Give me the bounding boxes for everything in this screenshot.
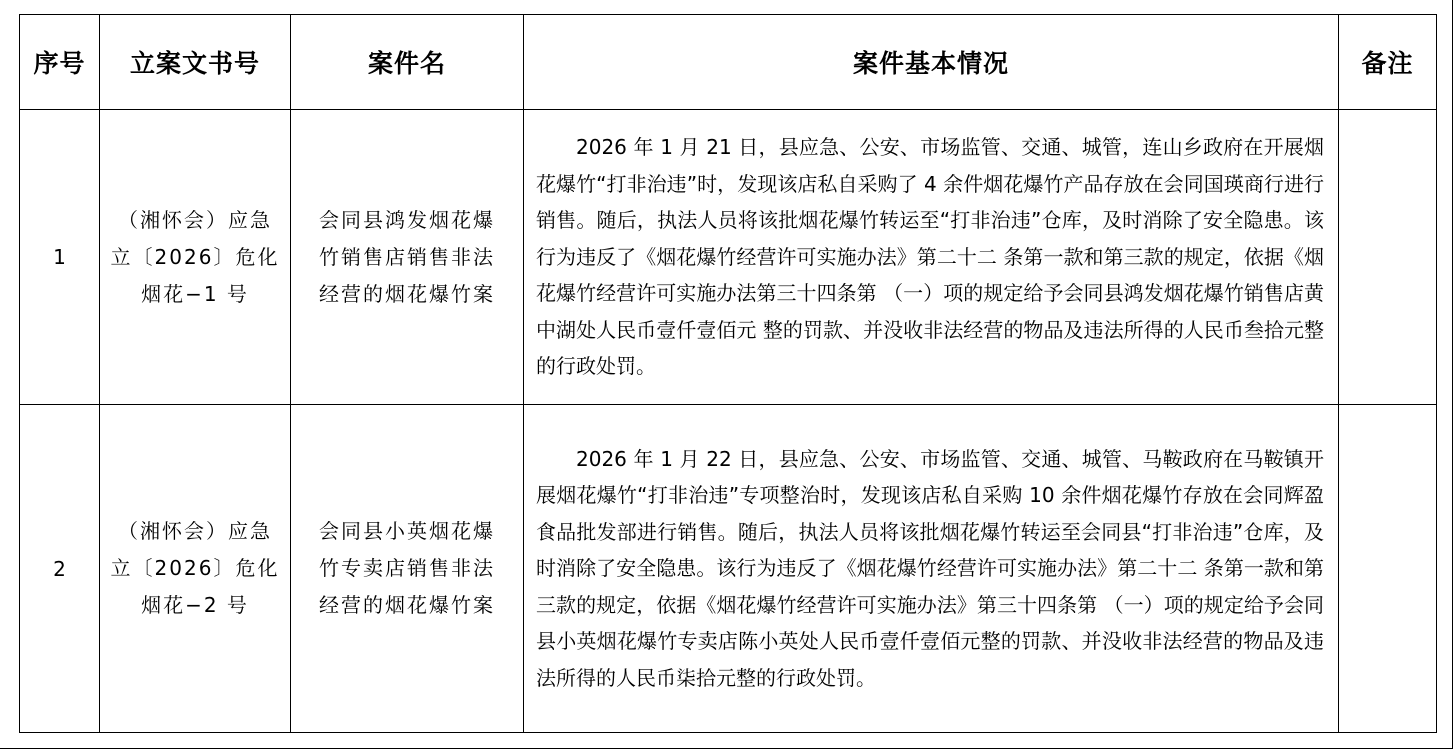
table-row bbox=[20, 405, 1437, 733]
doc-number-cell bbox=[100, 405, 291, 733]
header-remarks: 备注 bbox=[1339, 15, 1437, 110]
case-name-line: 竹销售店销售非法 bbox=[319, 244, 495, 269]
case-table bbox=[19, 14, 1437, 733]
doc-number-cell bbox=[100, 110, 291, 405]
case-name-cell bbox=[291, 405, 524, 733]
header-doc-no: 立案文书号 bbox=[100, 15, 291, 110]
remarks-cell bbox=[1339, 110, 1437, 405]
doc-number-line: 立〔2026〕危化 bbox=[110, 556, 280, 580]
case-details-cell: 2026 年 1 月 22 日，县应急、公安、市场监管、交通、城管、马鞍政府在马鞍镇开展烟花爆竹“打非治违”专项整治时，发现该店私自采购 10 余件烟花爆竹存放在会同辉盈食品批发部进行销售。随后，执法人员将该批烟花爆竹转运至会同县“打非治违”仓库，及时消除了安全隐患。该行为违反了《烟花爆竹经营许可实施办法》第二十二 条第一款和第三款的规定，依据《烟花爆竹经营许可实施办法》第三十四条第 （一）项的规定给予会同县小英烟花爆竹专卖店陈小英处人民币壹仟壹佰元整的罚款、并没收非法经营的物品及违法所得的人民币柒拾元整的行政处罚。 bbox=[524, 405, 1339, 733]
header-no: 序号 bbox=[20, 15, 100, 110]
remarks-cell bbox=[1339, 405, 1437, 733]
case-name-line: 经营的烟花爆竹案 bbox=[319, 281, 495, 306]
header-row bbox=[20, 15, 1437, 110]
doc-number-line: 烟花−2 号 bbox=[141, 593, 249, 617]
doc-number-line: 立〔2026〕危化 bbox=[110, 244, 280, 269]
doc-number-line: （湘怀会）应急 bbox=[118, 207, 272, 232]
doc-number-line: 烟花−1 号 bbox=[141, 281, 249, 306]
row-number: 1 bbox=[20, 110, 100, 405]
case-name-line: 竹专卖店销售非法 bbox=[319, 556, 495, 580]
case-name-cell bbox=[291, 110, 524, 405]
case-details-cell: 2026 年 1 月 21 日，县应急、公安、市场监管、交通、城管，连山乡政府在开展烟花爆竹“打非治违”时，发现该店私自采购了 4 余件烟花爆竹产品存放在会同国瑛商行进行销售。随后，执法人员将该批烟花爆竹转运至“打非治违”仓库，及时消除了安全隐患。该行为违反了《烟花爆竹经营许可实施办法》第二十二 条第一款和第三款的规定，依据《烟花爆竹经营许可实施办法第三十四条第 （一）项的规定给予会同县鸿发烟花爆竹销售店黄中湖处人民币壹仟壹佰元 整的罚款、并没收非法经营的物品及违法所得的人民币叁拾元整的行政处罚。 bbox=[524, 110, 1339, 405]
case-name-line: 会同县鸿发烟花爆 bbox=[319, 207, 495, 232]
table-row bbox=[20, 110, 1437, 405]
header-case-name: 案件名 bbox=[291, 15, 524, 110]
row-number: 2 bbox=[20, 405, 100, 733]
case-name-line: 经营的烟花爆竹案 bbox=[319, 593, 495, 617]
case-name-line: 会同县小英烟花爆 bbox=[319, 519, 495, 543]
header-details: 案件基本情况 bbox=[524, 15, 1339, 110]
doc-number-line: （湘怀会）应急 bbox=[118, 519, 272, 543]
